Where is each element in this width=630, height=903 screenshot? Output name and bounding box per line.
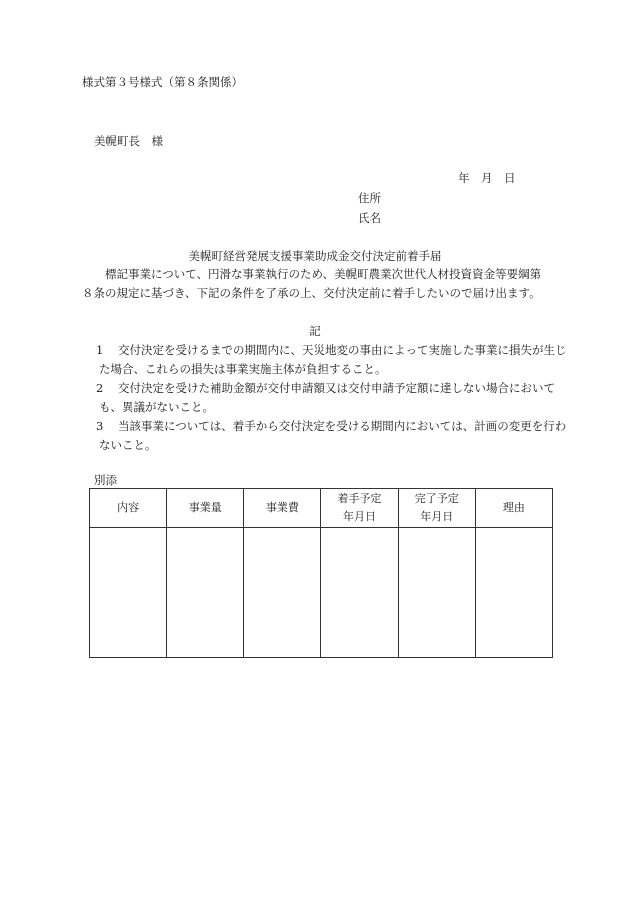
header-content: 内容 [90, 489, 167, 528]
header-end-date: 完了予定 年月日 [398, 489, 475, 528]
cell-reason[interactable] [475, 528, 552, 658]
cell-cost[interactable] [244, 528, 321, 658]
date-line: 年 月 日 [458, 171, 516, 185]
condition-number: 3 [96, 419, 104, 433]
body-paragraph: 標記事業について、円滑な事業執行のため、美幌町農業次世代人材投資資金等要綱第８条の規定に基づき、下記の条件を了承の上、交付決定前に着手したいので届け出ます。 [82, 267, 542, 300]
detail-table [89, 488, 553, 658]
header-cost: 事業費 [244, 489, 321, 528]
condition-item [82, 341, 569, 379]
table-row [90, 528, 553, 658]
header-quantity: 事業量 [167, 489, 244, 528]
addressee: 美幌町長 様 [94, 134, 163, 148]
condition-text: 交付決定を受けた補助金額が交付申請額又は交付申請予定額に達しない場合においても、異議がないこと。 [99, 381, 555, 414]
attachment-label: 別添 [94, 473, 117, 487]
condition-number: 2 [96, 381, 104, 395]
document-title: 美幌町経営発展支援事業助成金交付決定前着手届 [188, 249, 442, 263]
table-header-row [90, 489, 553, 528]
form-number: 様式第３号様式（第８条関係） [82, 75, 243, 89]
condition-text: 当該事業については、着手から交付決定を受ける期間内においては、計画の変更を行わないこと。 [99, 419, 567, 452]
condition-item [82, 417, 569, 455]
address-label: 住所 [358, 191, 381, 205]
cell-start-date[interactable] [321, 528, 398, 658]
header-reason: 理由 [475, 489, 552, 528]
condition-number: 1 [96, 343, 104, 357]
cell-quantity[interactable] [167, 528, 244, 658]
name-label: 氏名 [358, 211, 381, 225]
cell-end-date[interactable] [398, 528, 475, 658]
condition-text: 交付決定を受けるまでの期間内に、天災地変の事由によって実施した事業に損失が生じた場合、これらの損失は事業実施主体が負担すること。 [99, 343, 567, 376]
ki-heading: 記 [309, 324, 321, 338]
cell-content[interactable] [90, 528, 167, 658]
condition-item [82, 379, 569, 417]
header-start-date: 着手予定 年月日 [321, 489, 398, 528]
